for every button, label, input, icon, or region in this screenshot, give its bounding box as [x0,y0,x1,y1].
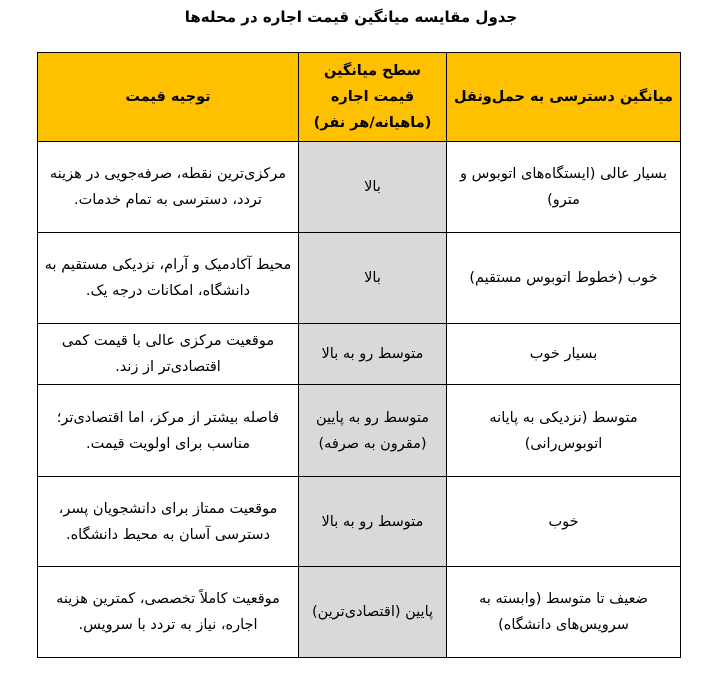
table-row [38,477,681,567]
access-cell: بسیار خوب [447,324,681,385]
table-row [38,567,681,658]
reason-cell: موقعیت کاملاً تخصصی، کمترین هزینه اجاره، نیاز به تردد با سرویس. [38,567,299,658]
reason-cell: موقعیت مرکزی عالی با قیمت کمی اقتصادی‌تر از زند. [38,324,299,385]
header-price: سطح میانگین قیمت اجاره (ماهیانه/هر نفر) [299,53,447,142]
header-reason: توجیه قیمت [38,53,299,142]
table-row [38,233,681,324]
reason-cell: محیط آکادمیک و آرام، نزدیکی مستقیم به دانشگاه، امکانات درجه یک. [38,233,299,324]
price-cell: متوسط رو به بالا [299,477,447,567]
access-cell: ضعیف تا متوسط (وابسته به سرویس‌های دانشگاه) [447,567,681,658]
access-cell: خوب (خطوط اتوبوس مستقیم) [447,233,681,324]
reason-cell: مرکزی‌ترین نقطه، صرفه‌جویی در هزینه تردد، دسترسی به تمام خدمات. [38,142,299,233]
access-cell: متوسط (نزدیکی به پایانه اتوبوس‌رانی) [447,385,681,477]
header-row [38,53,681,142]
table-title: جدول مقایسه میانگین قیمت اجاره در محله‌ها [184,8,518,26]
access-cell: خوب [447,477,681,567]
rent-comparison-table [37,52,681,658]
header-access: میانگین دسترسی به حمل‌ونقل [447,53,681,142]
price-cell: متوسط رو به بالا [299,324,447,385]
table-row [38,142,681,233]
reason-cell: فاصله بیشتر از مرکز، اما اقتصادی‌تر؛ مناسب برای اولویت قیمت. [38,385,299,477]
reason-cell: موقعیت ممتاز برای دانشجویان پسر، دسترسی آسان به محیط دانشگاه. [38,477,299,567]
price-cell: بالا [299,142,447,233]
price-cell: پایین (اقتصادی‌ترین) [299,567,447,658]
access-cell: بسیار عالی (ایستگاه‌های اتوبوس و مترو) [447,142,681,233]
table-row [38,385,681,477]
price-cell: بالا [299,233,447,324]
price-cell: متوسط رو به پایین (مقرون به صرفه) [299,385,447,477]
table-row [38,324,681,385]
